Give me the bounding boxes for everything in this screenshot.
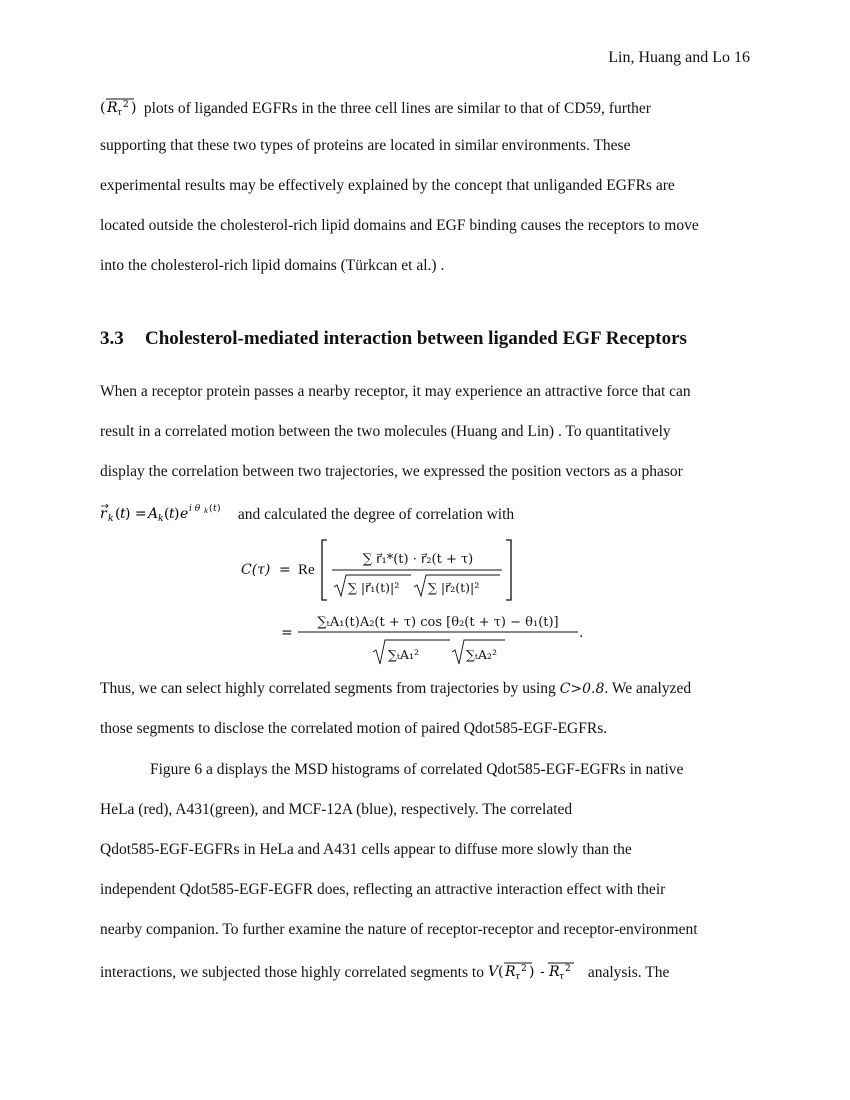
svg-text:2: 2: [520, 964, 527, 974]
equation-lhs: C(τ): [241, 562, 271, 578]
equation-denominator-1a: ∑ |r⃗₁(t)|²: [348, 580, 400, 595]
paragraph-line: HeLa (red), A431(green), and MCF-12A (blue), respectively. The correlated: [100, 801, 573, 818]
paragraph-text: plots of liganded EGFRs in the three cell lines are similar to that of CD59, further: [140, 100, 651, 117]
paragraph-line: [100, 679, 691, 699]
paragraph-line: When a receptor protein passes a nearby receptor, it may experience an attractive force that can: [100, 383, 691, 400]
svg-text:τ: τ: [558, 972, 564, 982]
svg-text:t: t: [120, 506, 126, 522]
svg-text:): ): [217, 504, 221, 514]
paragraph-line: Qdot585-EGF-EGFRs in HeLa and A431 cells appear to diffuse more slowly than the: [100, 841, 632, 858]
paragraph-line: those segments to disclose the correlated motion of paired Qdot585-EGF-EGFRs.: [100, 720, 608, 737]
paragraph-text: Thus, we can select highly correlated segments from trajectories by using: [100, 680, 560, 697]
svg-text:τ: τ: [514, 972, 520, 982]
equation-denominator-2a: ∑ₜA₁²: [388, 647, 420, 662]
svg-text:(: (: [115, 506, 121, 522]
svg-text:R: R: [548, 964, 560, 980]
svg-text:R: R: [107, 100, 118, 116]
svg-text:(: (: [100, 100, 106, 116]
paragraph-text: interactions, we subjected those highly correlated segments to: [100, 964, 488, 981]
equation-numerator-2: ∑ₜA₁(t)A₂(t + τ) cos [θ₂(t + τ) − θ₁(t)]: [317, 615, 559, 630]
paragraph-line: supporting that these two types of proteins are located in similar environments. These: [100, 137, 631, 154]
paragraph-text: and calculated the degree of correlation with: [234, 506, 515, 523]
svg-text:2: 2: [564, 964, 571, 974]
svg-text:A: A: [148, 506, 159, 522]
svg-text:k: k: [108, 514, 114, 524]
paragraph-line: located outside the cholesterol-rich lipid domains and EGF binding causes the receptors to move: [100, 217, 699, 234]
svg-text:(: (: [164, 506, 170, 522]
paragraph-line: Figure 6 a displays the MSD histograms of correlated Qdot585-EGF-EGFRs in native: [150, 761, 684, 778]
svg-text:(: (: [497, 964, 504, 980]
paragraph-text: . We analyzed: [604, 680, 692, 697]
paragraph-line: result in a correlated motion between the two molecules (Huang and Lin) . To quantitatively: [100, 423, 671, 440]
svg-text:τ: τ: [117, 108, 122, 118]
section-number: 3.3: [100, 328, 124, 349]
svg-text:V: V: [487, 964, 498, 980]
running-head: Lin, Huang and Lo 16: [608, 49, 750, 66]
svg-text:t: t: [169, 506, 175, 522]
section-title: Cholesterol-mediated interaction between liganded EGF Receptors: [145, 328, 687, 349]
svg-text:2: 2: [123, 100, 129, 110]
inline-math-threshold: C>0.8: [559, 681, 605, 697]
svg-text:i θ: i θ: [189, 504, 201, 514]
svg-text:) =: ) =: [125, 506, 147, 522]
paragraph-line: independent Qdot585-EGF-EGFR does, reflecting an attractive interaction effect with their: [100, 881, 666, 898]
inline-math-variance-analysis: [488, 960, 588, 982]
equation-equals: =: [279, 562, 291, 578]
equation-numerator-1: ∑ r⃗₁*(t) · r⃗₂(t + τ): [362, 552, 474, 567]
svg-text:-: -: [539, 964, 545, 980]
paragraph-text: analysis. The: [587, 964, 670, 981]
svg-text:k: k: [158, 514, 164, 524]
equation-denominator-1b: ∑ |r⃗₂(t)|²: [428, 580, 480, 595]
svg-text:t: t: [213, 504, 217, 514]
svg-text:R: R: [504, 964, 516, 980]
paragraph-line: into the cholesterol-rich lipid domains (Türkcan et al.) .: [100, 257, 445, 274]
paragraph-line: [100, 960, 669, 983]
svg-text:k: k: [204, 507, 209, 515]
paragraph-line: display the correlation between two trajectories, we expressed the position vectors as a phasor: [100, 463, 683, 480]
equation-denominator-2b: ∑ₜA₂²: [466, 647, 498, 662]
paragraph-line: nearby companion. To further examine the nature of receptor-receptor and receptor-environment: [100, 921, 698, 938]
equation-equals-2: =: [281, 625, 293, 641]
svg-text:(: (: [209, 504, 213, 514]
equation-period: .: [579, 625, 584, 641]
equation-re: Re: [298, 562, 315, 578]
svg-text:): ): [174, 506, 180, 522]
paragraph-line: experimental results may be effectively explained by the concept that unliganded EGFRs are: [100, 177, 675, 194]
svg-text:r: r: [100, 506, 107, 522]
svg-text:): ): [131, 100, 137, 116]
svg-text:): ): [528, 964, 535, 980]
svg-text:e: e: [180, 506, 189, 522]
